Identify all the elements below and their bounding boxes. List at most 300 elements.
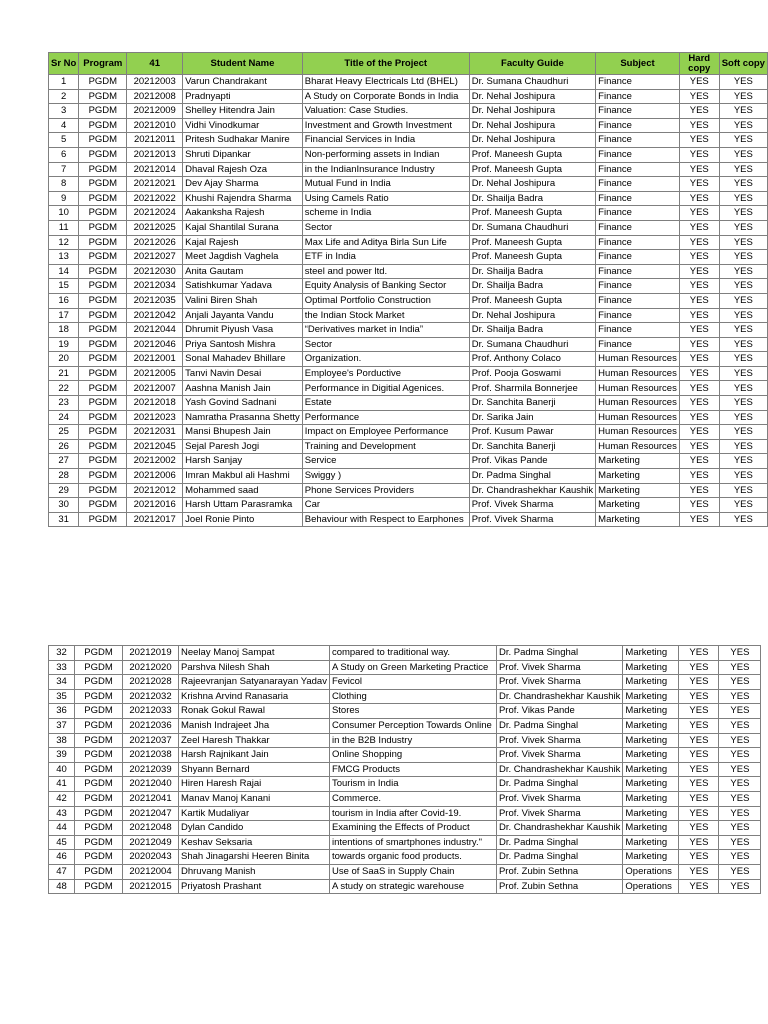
cell-student-name: Manish Indrajeet Jha <box>179 718 330 733</box>
cell-program: PGDM <box>79 498 127 513</box>
table-row <box>49 864 761 879</box>
cell-subject: Marketing <box>623 660 679 675</box>
table-row <box>49 323 768 338</box>
table-row <box>49 879 761 894</box>
cell-student-name: Varun Chandrakant <box>183 75 303 90</box>
cell-project-title: Employee's Porductive <box>302 366 469 381</box>
cell-sr-no: 9 <box>49 191 79 206</box>
cell-project-title: in the B2B Industry <box>329 733 496 748</box>
cell-project-title: Sector <box>302 220 469 235</box>
cell-sr-no: 42 <box>49 791 75 806</box>
cell-project-title: Online Shopping <box>329 748 496 763</box>
cell-hard-copy: YES <box>679 748 719 763</box>
cell-student-name: Dhrumit Piyush Vasa <box>183 323 303 338</box>
cell-roll-no: 20212030 <box>127 264 183 279</box>
cell-student-name: Neelay Manoj Sampat <box>179 646 330 661</box>
cell-student-name: Sejal Paresh Jogi <box>183 439 303 454</box>
header-hard-copy: Hard copy <box>679 53 719 75</box>
cell-subject: Operations <box>623 864 679 879</box>
cell-roll-no: 20212007 <box>127 381 183 396</box>
cell-subject: Finance <box>596 177 680 192</box>
cell-student-name: Manav Manoj Kanani <box>179 791 330 806</box>
cell-hard-copy: YES <box>679 439 719 454</box>
cell-sr-no: 1 <box>49 75 79 90</box>
cell-student-name: Hiren Haresh Rajai <box>179 777 330 792</box>
cell-soft-copy: YES <box>719 835 761 850</box>
cell-faculty-guide: Prof. Vivek Sharma <box>496 748 622 763</box>
table-row <box>49 483 768 498</box>
cell-program: PGDM <box>79 454 127 469</box>
cell-program: PGDM <box>79 250 127 265</box>
cell-soft-copy: YES <box>719 469 767 484</box>
cell-soft-copy: YES <box>719 660 761 675</box>
cell-sr-no: 38 <box>49 733 75 748</box>
cell-sr-no: 28 <box>49 469 79 484</box>
cell-subject: Human Resources <box>596 410 680 425</box>
cell-program: PGDM <box>79 308 127 323</box>
cell-sr-no: 21 <box>49 366 79 381</box>
cell-sr-no: 30 <box>49 498 79 513</box>
cell-soft-copy: YES <box>719 396 767 411</box>
cell-roll-no: 20212044 <box>127 323 183 338</box>
cell-subject: Marketing <box>623 791 679 806</box>
cell-roll-no: 20212026 <box>127 235 183 250</box>
cell-soft-copy: YES <box>719 366 767 381</box>
table-row <box>49 748 761 763</box>
cell-soft-copy: YES <box>719 454 767 469</box>
cell-subject: Human Resources <box>596 425 680 440</box>
cell-program: PGDM <box>75 879 123 894</box>
cell-soft-copy: YES <box>719 498 767 513</box>
cell-faculty-guide: Prof. Zubin Sethna <box>496 864 622 879</box>
cell-soft-copy: YES <box>719 279 767 294</box>
table-row <box>49 454 768 469</box>
cell-student-name: Pradnyapti <box>183 89 303 104</box>
cell-hard-copy: YES <box>679 879 719 894</box>
cell-project-title: Behaviour with Respect to Earphones <box>302 512 469 527</box>
cell-hard-copy: YES <box>679 483 719 498</box>
cell-faculty-guide: Prof. Maneesh Gupta <box>469 235 595 250</box>
cell-roll-no: 20212036 <box>123 718 179 733</box>
cell-student-name: Shruti Dipankar <box>183 147 303 162</box>
cell-subject: Finance <box>596 162 680 177</box>
cell-hard-copy: YES <box>679 279 719 294</box>
table-row <box>49 439 768 454</box>
cell-subject: Human Resources <box>596 366 680 381</box>
cell-sr-no: 33 <box>49 660 75 675</box>
cell-hard-copy: YES <box>679 220 719 235</box>
cell-sr-no: 25 <box>49 425 79 440</box>
cell-project-title: A Study on Green Marketing Practice <box>329 660 496 675</box>
cell-subject: Marketing <box>596 454 680 469</box>
cell-hard-copy: YES <box>679 323 719 338</box>
cell-roll-no: 20212037 <box>123 733 179 748</box>
cell-sr-no: 26 <box>49 439 79 454</box>
cell-student-name: Meet Jagdish Vaghela <box>183 250 303 265</box>
cell-roll-no: 20212049 <box>123 835 179 850</box>
cell-faculty-guide: Dr. Sanchita Banerji <box>469 396 595 411</box>
cell-roll-no: 20212024 <box>127 206 183 221</box>
cell-roll-no: 20212023 <box>127 410 183 425</box>
cell-sr-no: 32 <box>49 646 75 661</box>
cell-hard-copy: YES <box>679 806 719 821</box>
cell-subject: Marketing <box>623 806 679 821</box>
cell-hard-copy: YES <box>679 352 719 367</box>
cell-soft-copy: YES <box>719 235 767 250</box>
cell-soft-copy: YES <box>719 220 767 235</box>
cell-project-title: Use of SaaS in Supply Chain <box>329 864 496 879</box>
cell-sr-no: 20 <box>49 352 79 367</box>
cell-hard-copy: YES <box>679 850 719 865</box>
cell-sr-no: 18 <box>49 323 79 338</box>
cell-roll-no: 20212031 <box>127 425 183 440</box>
table-row <box>49 177 768 192</box>
cell-faculty-guide: Prof. Maneesh Gupta <box>469 206 595 221</box>
cell-project-title: Impact on Employee Performance <box>302 425 469 440</box>
table-row <box>49 264 768 279</box>
cell-hard-copy: YES <box>679 89 719 104</box>
cell-subject: Marketing <box>623 675 679 690</box>
cell-roll-no: 20212020 <box>123 660 179 675</box>
cell-hard-copy: YES <box>679 162 719 177</box>
cell-soft-copy: YES <box>719 264 767 279</box>
cell-soft-copy: YES <box>719 791 761 806</box>
cell-project-title: intentions of smartphones industry." <box>329 835 496 850</box>
table-row <box>49 235 768 250</box>
cell-hard-copy: YES <box>679 147 719 162</box>
cell-soft-copy: YES <box>719 439 767 454</box>
cell-hard-copy: YES <box>679 660 719 675</box>
table-row <box>49 469 768 484</box>
table-row <box>49 777 761 792</box>
cell-subject: Finance <box>596 89 680 104</box>
cell-sr-no: 39 <box>49 748 75 763</box>
cell-soft-copy: YES <box>719 177 767 192</box>
cell-student-name: Priyatosh Prashant <box>179 879 330 894</box>
cell-student-name: Joel Ronie Pinto <box>183 512 303 527</box>
cell-subject: Finance <box>596 279 680 294</box>
cell-student-name: Mansi Bhupesh Jain <box>183 425 303 440</box>
project-table-top <box>48 52 768 527</box>
cell-roll-no: 20212039 <box>123 762 179 777</box>
cell-soft-copy: YES <box>719 864 761 879</box>
cell-student-name: Ronak Gokul Rawal <box>179 704 330 719</box>
cell-student-name: Anita Gautam <box>183 264 303 279</box>
cell-program: PGDM <box>79 75 127 90</box>
cell-sr-no: 34 <box>49 675 75 690</box>
cell-sr-no: 4 <box>49 118 79 133</box>
cell-project-title: Max Life and Aditya Birla Sun Life <box>302 235 469 250</box>
cell-program: PGDM <box>79 220 127 235</box>
cell-student-name: Harsh Sanjay <box>183 454 303 469</box>
cell-sr-no: 12 <box>49 235 79 250</box>
cell-faculty-guide: Prof. Maneesh Gupta <box>469 293 595 308</box>
cell-student-name: Yash Govind Sadnani <box>183 396 303 411</box>
cell-soft-copy: YES <box>719 352 767 367</box>
cell-faculty-guide: Dr. Nehal Joshipura <box>469 118 595 133</box>
cell-faculty-guide: Prof. Vivek Sharma <box>496 660 622 675</box>
table-row <box>49 366 768 381</box>
cell-student-name: Shyann Bernard <box>179 762 330 777</box>
cell-hard-copy: YES <box>679 308 719 323</box>
cell-sr-no: 7 <box>49 162 79 177</box>
cell-sr-no: 6 <box>49 147 79 162</box>
cell-subject: Marketing <box>623 733 679 748</box>
cell-faculty-guide: Dr. Sarika Jain <box>469 410 595 425</box>
cell-faculty-guide: Dr. Padma Singhal <box>496 718 622 733</box>
cell-project-title: Financial Services in India <box>302 133 469 148</box>
table-row <box>49 381 768 396</box>
cell-program: PGDM <box>79 293 127 308</box>
cell-program: PGDM <box>75 660 123 675</box>
cell-sr-no: 23 <box>49 396 79 411</box>
cell-student-name: Pritesh Sudhakar Manire <box>183 133 303 148</box>
cell-roll-no: 20212047 <box>123 806 179 821</box>
table-row <box>49 337 768 352</box>
cell-soft-copy: YES <box>719 675 761 690</box>
cell-program: PGDM <box>79 396 127 411</box>
cell-faculty-guide: Prof. Vivek Sharma <box>496 733 622 748</box>
cell-faculty-guide: Dr. Chandrashekhar Kaushik <box>496 689 622 704</box>
header-faculty-guide: Faculty Guide <box>469 53 595 75</box>
cell-hard-copy: YES <box>679 762 719 777</box>
cell-faculty-guide: Prof. Pooja Goswami <box>469 366 595 381</box>
cell-faculty-guide: Dr. Shailja Badra <box>469 191 595 206</box>
table-row <box>49 718 761 733</box>
cell-subject: Marketing <box>623 689 679 704</box>
cell-faculty-guide: Prof. Maneesh Gupta <box>469 250 595 265</box>
table-row <box>49 675 761 690</box>
cell-roll-no: 20212013 <box>127 147 183 162</box>
cell-program: PGDM <box>79 323 127 338</box>
table-body-bottom <box>49 646 761 894</box>
cell-soft-copy: YES <box>719 308 767 323</box>
cell-roll-no: 20212016 <box>127 498 183 513</box>
cell-program: PGDM <box>79 381 127 396</box>
header-roll-no: 41 <box>127 53 183 75</box>
cell-subject: Marketing <box>623 777 679 792</box>
cell-soft-copy: YES <box>719 806 761 821</box>
table-row <box>49 704 761 719</box>
cell-project-title: the Indian Stock Market <box>302 308 469 323</box>
cell-soft-copy: YES <box>719 118 767 133</box>
cell-hard-copy: YES <box>679 718 719 733</box>
cell-hard-copy: YES <box>679 104 719 119</box>
cell-faculty-guide: Dr. Shailja Badra <box>469 279 595 294</box>
table-row <box>49 498 768 513</box>
cell-project-title: Investment and Growth Investment <box>302 118 469 133</box>
cell-subject: Finance <box>596 147 680 162</box>
cell-subject: Marketing <box>623 835 679 850</box>
cell-roll-no: 20212021 <box>127 177 183 192</box>
cell-roll-no: 20212017 <box>127 512 183 527</box>
cell-student-name: Satishkumar Yadava <box>183 279 303 294</box>
cell-program: PGDM <box>79 177 127 192</box>
cell-sr-no: 19 <box>49 337 79 352</box>
cell-hard-copy: YES <box>679 425 719 440</box>
cell-project-title: compared to traditional way. <box>329 646 496 661</box>
cell-hard-copy: YES <box>679 264 719 279</box>
cell-project-title: Stores <box>329 704 496 719</box>
cell-hard-copy: YES <box>679 675 719 690</box>
cell-hard-copy: YES <box>679 791 719 806</box>
cell-project-title: Performance in Digitial Agenices. <box>302 381 469 396</box>
cell-program: PGDM <box>79 512 127 527</box>
cell-subject: Finance <box>596 264 680 279</box>
cell-hard-copy: YES <box>679 206 719 221</box>
cell-roll-no: 20212003 <box>127 75 183 90</box>
cell-project-title: Performance <box>302 410 469 425</box>
cell-program: PGDM <box>79 118 127 133</box>
header-row <box>49 53 768 75</box>
cell-sr-no: 14 <box>49 264 79 279</box>
cell-sr-no: 3 <box>49 104 79 119</box>
cell-faculty-guide: Dr. Shailja Badra <box>469 323 595 338</box>
cell-program: PGDM <box>79 439 127 454</box>
cell-program: PGDM <box>79 352 127 367</box>
cell-soft-copy: YES <box>719 704 761 719</box>
cell-soft-copy: YES <box>719 512 767 527</box>
table-row <box>49 206 768 221</box>
cell-project-title: Training and Development <box>302 439 469 454</box>
cell-student-name: Krishna Arvind Ranasaria <box>179 689 330 704</box>
cell-student-name: Dylan Candido <box>179 821 330 836</box>
cell-subject: Marketing <box>596 498 680 513</box>
cell-program: PGDM <box>79 279 127 294</box>
cell-faculty-guide: Prof. Vivek Sharma <box>496 791 622 806</box>
cell-sr-no: 17 <box>49 308 79 323</box>
cell-hard-copy: YES <box>679 410 719 425</box>
table-row <box>49 396 768 411</box>
cell-hard-copy: YES <box>679 454 719 469</box>
cell-faculty-guide: Dr. Shailja Badra <box>469 264 595 279</box>
cell-subject: Human Resources <box>596 396 680 411</box>
cell-student-name: Khushi Rajendra Sharma <box>183 191 303 206</box>
header-student-name: Student Name <box>183 53 303 75</box>
cell-soft-copy: YES <box>719 483 767 498</box>
cell-sr-no: 2 <box>49 89 79 104</box>
cell-sr-no: 29 <box>49 483 79 498</box>
cell-faculty-guide: Prof. Vivek Sharma <box>496 675 622 690</box>
cell-sr-no: 45 <box>49 835 75 850</box>
cell-project-title: A Study on Corporate Bonds in India <box>302 89 469 104</box>
table-row <box>49 821 761 836</box>
cell-project-title: Sector <box>302 337 469 352</box>
table-row <box>49 850 761 865</box>
cell-program: PGDM <box>79 89 127 104</box>
cell-program: PGDM <box>75 835 123 850</box>
cell-project-title: Tourism in India <box>329 777 496 792</box>
cell-student-name: Imran Makbul ali Hashmi <box>183 469 303 484</box>
cell-program: PGDM <box>79 147 127 162</box>
cell-subject: Finance <box>596 220 680 235</box>
cell-hard-copy: YES <box>679 75 719 90</box>
cell-faculty-guide: Prof. Vivek Sharma <box>469 498 595 513</box>
cell-faculty-guide: Dr. Chandrashekhar Kaushik <box>496 821 622 836</box>
table-row <box>49 410 768 425</box>
cell-subject: Finance <box>596 206 680 221</box>
table-row <box>49 791 761 806</box>
cell-soft-copy: YES <box>719 162 767 177</box>
cell-student-name: Vidhi Vinodkumar <box>183 118 303 133</box>
cell-subject: Marketing <box>596 469 680 484</box>
cell-soft-copy: YES <box>719 206 767 221</box>
cell-roll-no: 20212011 <box>127 133 183 148</box>
cell-soft-copy: YES <box>719 293 767 308</box>
header-subject: Subject <box>596 53 680 75</box>
cell-project-title: Organization. <box>302 352 469 367</box>
cell-faculty-guide: Prof. Vivek Sharma <box>496 806 622 821</box>
cell-project-title: Equity Analysis of Banking Sector <box>302 279 469 294</box>
cell-program: PGDM <box>79 366 127 381</box>
cell-faculty-guide: Dr. Nehal Joshipura <box>469 133 595 148</box>
cell-project-title: Phone Services Providers <box>302 483 469 498</box>
cell-faculty-guide: Prof. Maneesh Gupta <box>469 147 595 162</box>
cell-faculty-guide: Prof. Zubin Sethna <box>496 879 622 894</box>
cell-faculty-guide: Dr. Sumana Chaudhuri <box>469 337 595 352</box>
table-row <box>49 191 768 206</box>
cell-roll-no: 20212005 <box>127 366 183 381</box>
cell-subject: Human Resources <box>596 352 680 367</box>
cell-roll-no: 20212041 <box>123 791 179 806</box>
table-row <box>49 425 768 440</box>
cell-subject: Marketing <box>623 704 679 719</box>
cell-student-name: Anjali Jayanta Vandu <box>183 308 303 323</box>
cell-project-title: Car <box>302 498 469 513</box>
cell-subject: Finance <box>596 323 680 338</box>
cell-project-title: towards organic food products. <box>329 850 496 865</box>
cell-project-title: Commerce. <box>329 791 496 806</box>
cell-roll-no: 20212012 <box>127 483 183 498</box>
cell-subject: Marketing <box>623 850 679 865</box>
cell-sr-no: 10 <box>49 206 79 221</box>
table-row <box>49 660 761 675</box>
cell-sr-no: 41 <box>49 777 75 792</box>
cell-soft-copy: YES <box>719 147 767 162</box>
table-row <box>49 733 761 748</box>
cell-roll-no: 20212040 <box>123 777 179 792</box>
header-project-title: Title of the Project <box>302 53 469 75</box>
table-row <box>49 104 768 119</box>
cell-roll-no: 20202043 <box>123 850 179 865</box>
cell-soft-copy: YES <box>719 381 767 396</box>
cell-sr-no: 27 <box>49 454 79 469</box>
cell-student-name: Shah Jinagarshi Heeren Binita <box>179 850 330 865</box>
cell-student-name: Parshva Nilesh Shah <box>179 660 330 675</box>
cell-sr-no: 47 <box>49 864 75 879</box>
cell-student-name: Priya Santosh Mishra <box>183 337 303 352</box>
cell-faculty-guide: Dr. Chandrashekhar Kaushik <box>469 483 595 498</box>
cell-student-name: Dhruvang Manish <box>179 864 330 879</box>
cell-faculty-guide: Dr. Padma Singhal <box>469 469 595 484</box>
cell-roll-no: 20212046 <box>127 337 183 352</box>
table-row <box>49 512 768 527</box>
cell-program: PGDM <box>79 469 127 484</box>
cell-student-name: Aakanksha Rajesh <box>183 206 303 221</box>
cell-program: PGDM <box>75 791 123 806</box>
cell-student-name: Valini Biren Shah <box>183 293 303 308</box>
cell-hard-copy: YES <box>679 512 719 527</box>
cell-hard-copy: YES <box>679 191 719 206</box>
cell-student-name: Aashna Manish Jain <box>183 381 303 396</box>
cell-subject: Finance <box>596 337 680 352</box>
cell-sr-no: 46 <box>49 850 75 865</box>
cell-hard-copy: YES <box>679 133 719 148</box>
cell-hard-copy: YES <box>679 337 719 352</box>
cell-hard-copy: YES <box>679 704 719 719</box>
cell-subject: Finance <box>596 118 680 133</box>
cell-hard-copy: YES <box>679 835 719 850</box>
